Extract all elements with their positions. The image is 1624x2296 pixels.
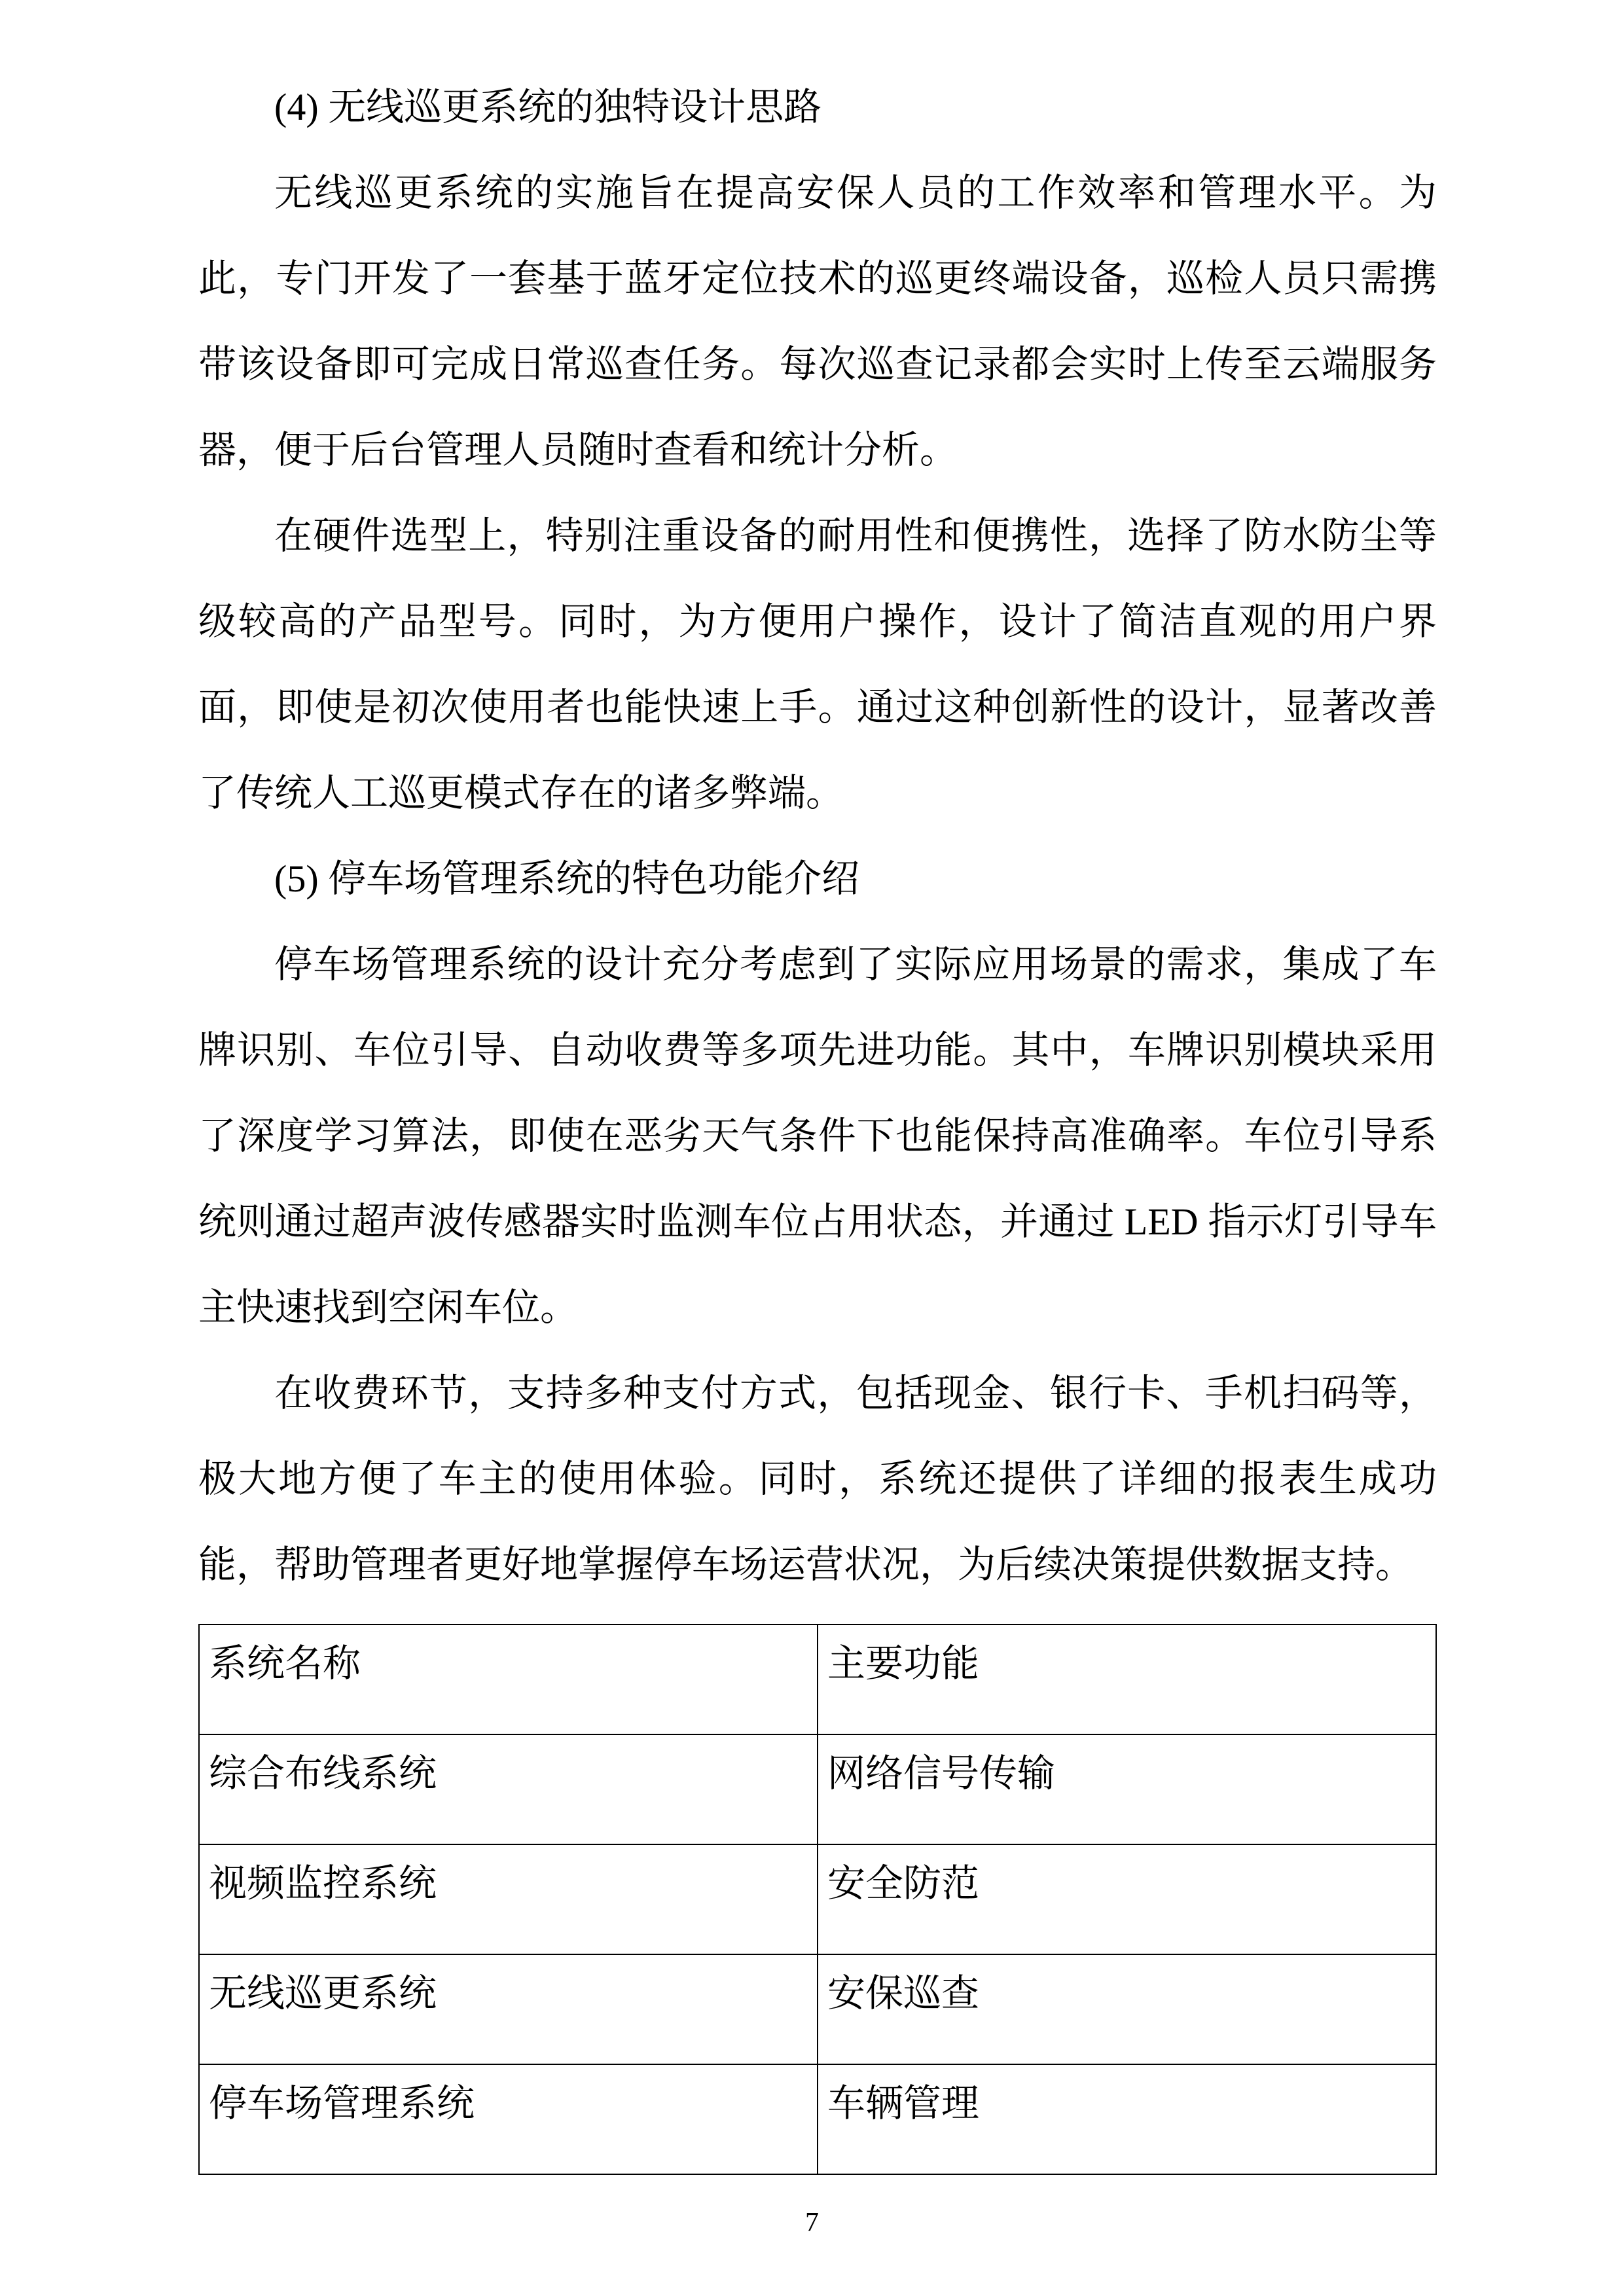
section-heading-5: (5) 停车场管理系统的特色功能介绍: [274, 857, 860, 900]
paragraph-wireless-patrol-2: 在硬件选型上，特别注重设备的耐用性和便携性，选择了防水防尘等级较高的产品型号。同时，为方便用户操作，设计了简洁直观的用户界面，即使是初次使用者也能快速上手。通过这种创新性的设计，显著改善了传统人工巡更模式存在的诸多弊端。: [198, 514, 1437, 814]
paragraph-parking-1: 停车场管理系统的设计充分考虑到了实际应用场景的需求，集成了车牌识别、车位引导、自动收费等多项先进功能。其中，车牌识别模块采用了深度学习算法，即使在恶劣天气条件下也能保持高准确率。车位引导系统则通过超声波传感器实时监测车位占用状态，并通过 LED 指示灯引导车主快速找到空闲车位。: [198, 943, 1437, 1329]
table-cell-system-name: 综合布线系统: [199, 1734, 818, 1844]
table-row: [199, 1954, 1436, 2064]
section-heading-4: (4) 无线巡更系统的独特设计思路: [274, 86, 822, 128]
table-cell-main-function: 车辆管理: [818, 2064, 1436, 2174]
table-cell-system-name: 无线巡更系统: [199, 1954, 818, 2064]
document-body: [198, 64, 1437, 2175]
table-cell-main-function: 网络信号传输: [818, 1734, 1436, 1844]
paragraph-parking-2: 在收费环节，支持多种支付方式，包括现金、银行卡、手机扫码等，极大地方便了车主的使用体验。同时，系统还提供了详细的报表生成功能，帮助管理者更好地掌握停车场运营状况，为后续决策提供数据支持。: [198, 1372, 1437, 1586]
table-header-cell-system-name: 系统名称: [199, 1624, 818, 1734]
table-row: [199, 1844, 1436, 1954]
table-row: [199, 2064, 1436, 2174]
table-row: [199, 1734, 1436, 1844]
table-cell-system-name: 停车场管理系统: [199, 2064, 818, 2174]
page-number: 7: [805, 2208, 819, 2238]
table-cell-main-function: 安全防范: [818, 1844, 1436, 1954]
systems-table: [198, 1624, 1437, 2175]
table-header-cell-main-function: 主要功能: [818, 1624, 1436, 1734]
page-footer: [0, 2207, 1624, 2238]
table-header-row: [199, 1624, 1436, 1734]
table-cell-system-name: 视频监控系统: [199, 1844, 818, 1954]
paragraph-wireless-patrol-1: 无线巡更系统的实施旨在提高安保人员的工作效率和管理水平。为此，专门开发了一套基于蓝牙定位技术的巡更终端设备，巡检人员只需携带该设备即可完成日常巡查任务。每次巡查记录都会实时上传至云端服务器，便于后台管理人员随时查看和统计分析。: [198, 171, 1437, 471]
table-cell-main-function: 安保巡查: [818, 1954, 1436, 2064]
